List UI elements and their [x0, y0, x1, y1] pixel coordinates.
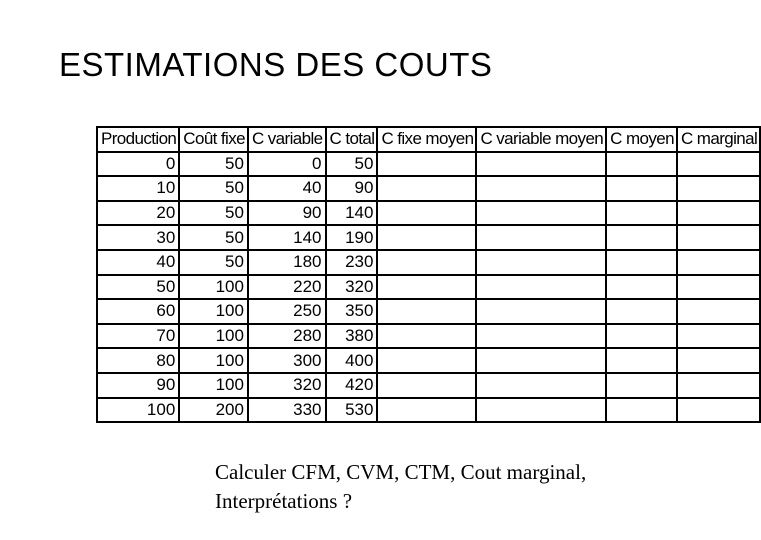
table-cell: 90 [248, 201, 326, 226]
table-cell [476, 275, 606, 300]
instructions-line-1: Calculer CFM, CVM, CTM, Cout marginal, [215, 460, 587, 484]
header-avg-fixed-cost: C fixe moyen [377, 127, 476, 152]
table-cell [677, 398, 760, 423]
table-cell [677, 348, 760, 373]
table-cell [377, 250, 476, 275]
table-cell [377, 299, 476, 324]
table-cell: 320 [248, 373, 326, 398]
table-cell: 320 [326, 275, 378, 300]
table-cell [606, 398, 677, 423]
table-cell [476, 299, 606, 324]
table-row [97, 250, 760, 275]
table-row [97, 299, 760, 324]
table-cell: 140 [326, 201, 378, 226]
table-cell [677, 152, 760, 177]
table-cell [606, 348, 677, 373]
table-cell: 100 [179, 324, 248, 349]
table-cell: 40 [97, 250, 179, 275]
table-cell: 420 [326, 373, 378, 398]
table-cell [476, 324, 606, 349]
table-row [97, 152, 760, 177]
table-row [97, 176, 760, 201]
table-cell: 330 [248, 398, 326, 423]
table-cell [606, 275, 677, 300]
table-row [97, 348, 760, 373]
table-cell [606, 299, 677, 324]
table-cell: 90 [326, 176, 378, 201]
table-cell [377, 398, 476, 423]
table-cell: 50 [179, 176, 248, 201]
table-cell: 60 [97, 299, 179, 324]
table-cell: 200 [179, 398, 248, 423]
table-row [97, 324, 760, 349]
table-header-row [97, 127, 760, 152]
table-cell: 20 [97, 201, 179, 226]
table-cell [377, 324, 476, 349]
table-cell: 530 [326, 398, 378, 423]
table-cell [377, 348, 476, 373]
page-title: ESTIMATIONS DES COUTS [59, 46, 493, 83]
table-cell: 190 [326, 225, 378, 250]
table-cell [377, 373, 476, 398]
table-cell [677, 201, 760, 226]
table-cell [677, 176, 760, 201]
table-cell: 100 [179, 348, 248, 373]
table-row [97, 225, 760, 250]
table-cell: 180 [248, 250, 326, 275]
table-cell: 280 [248, 324, 326, 349]
table-cell [377, 176, 476, 201]
table-cell [476, 250, 606, 275]
table-cell: 350 [326, 299, 378, 324]
table-cell [377, 201, 476, 226]
table-cell: 380 [326, 324, 378, 349]
table-cell: 230 [326, 250, 378, 275]
header-variable-cost: C variable [248, 127, 326, 152]
table-cell [377, 225, 476, 250]
table-cell: 10 [97, 176, 179, 201]
table-cell [677, 275, 760, 300]
table-cell: 140 [248, 225, 326, 250]
table-row [97, 398, 760, 423]
table-cell [606, 250, 677, 275]
table-cell [677, 324, 760, 349]
table-cell: 70 [97, 324, 179, 349]
table-cell: 0 [248, 152, 326, 177]
table-cell [377, 275, 476, 300]
table-cell: 50 [179, 250, 248, 275]
table-cell: 0 [97, 152, 179, 177]
table-cell: 300 [248, 348, 326, 373]
table-cell: 40 [248, 176, 326, 201]
table-cell: 50 [179, 225, 248, 250]
table-cell [606, 152, 677, 177]
header-avg-variable-cost: C variable moyen [476, 127, 606, 152]
table-cell [476, 398, 606, 423]
table-cell: 100 [179, 299, 248, 324]
table-cell: 50 [326, 152, 378, 177]
table-cell [476, 201, 606, 226]
table-cell: 50 [179, 201, 248, 226]
table-cell [606, 373, 677, 398]
header-production: Production [97, 127, 179, 152]
header-marginal-cost: C marginal [677, 127, 760, 152]
header-avg-cost: C moyen [606, 127, 677, 152]
table-cell [677, 225, 760, 250]
header-total-cost: C total [326, 127, 378, 152]
table-cell: 400 [326, 348, 378, 373]
table-cell [606, 225, 677, 250]
table-row [97, 373, 760, 398]
table-cell: 80 [97, 348, 179, 373]
table-cell [476, 348, 606, 373]
table-cell [606, 201, 677, 226]
table-cell [476, 176, 606, 201]
instructions [215, 458, 586, 516]
table-row [97, 275, 760, 300]
header-fixed-cost: Coût fixe [179, 127, 248, 152]
table-cell [606, 176, 677, 201]
instructions-line-2: Interprétations ? [215, 489, 353, 513]
table-row [97, 201, 760, 226]
table-cell [677, 373, 760, 398]
table-cell [476, 152, 606, 177]
table-cell [606, 324, 677, 349]
table-cell [377, 152, 476, 177]
table-cell: 50 [97, 275, 179, 300]
table-cell [677, 299, 760, 324]
table-cell: 220 [248, 275, 326, 300]
cost-table [96, 126, 761, 423]
table-cell: 100 [179, 275, 248, 300]
table-cell: 250 [248, 299, 326, 324]
table-cell [476, 225, 606, 250]
table-cell: 100 [97, 398, 179, 423]
table-cell: 90 [97, 373, 179, 398]
table-cell [677, 250, 760, 275]
table-cell [476, 373, 606, 398]
table-cell: 100 [179, 373, 248, 398]
table-cell: 50 [179, 152, 248, 177]
table-cell: 30 [97, 225, 179, 250]
